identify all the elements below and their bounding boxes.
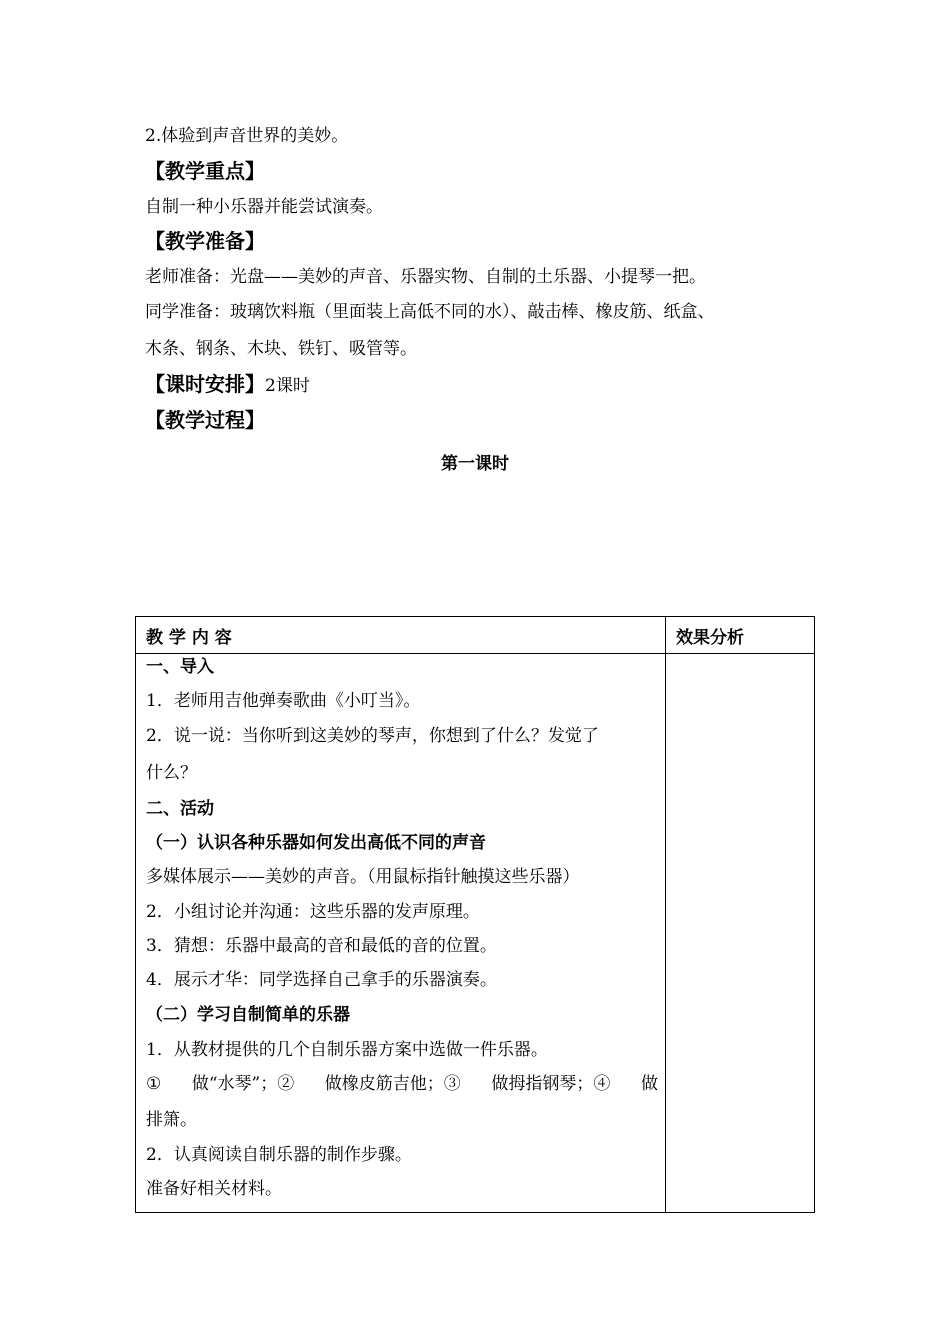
section-intro: 一、导入 — [146, 657, 214, 677]
schedule-value: 2课时 — [265, 376, 310, 396]
option-segment: 做拇指钢琴；④ — [491, 1074, 611, 1094]
student-preparation-text-cont: 木条、钢条、木块、铁钉、吸管等。 — [145, 339, 417, 359]
content-column-header: 教 学 内 容 — [146, 628, 232, 648]
analysis-column-header: 效果分析 — [676, 628, 744, 648]
teacher-preparation-text: 老师准备：光盘——美妙的声音、乐器实物、自制的土乐器、小提琴一把。 — [145, 267, 706, 287]
option-segment: 做“水琴”；② — [191, 1074, 295, 1094]
option-segment: 做 — [640, 1074, 658, 1094]
table-row-options — [146, 1076, 658, 1093]
table-row: 什么？ — [146, 763, 197, 783]
table-row: 准备好相关材料。 — [146, 1179, 282, 1199]
key-points-text: 自制一种小乐器并能尝试演奏。 — [145, 197, 383, 217]
preparation-heading: 【教学准备】 — [145, 229, 265, 253]
section-activity: 二、活动 — [146, 799, 214, 819]
schedule-label: 【课时安排】 — [145, 372, 265, 396]
student-preparation-text: 同学准备：玻璃饮料瓶（里面装上高低不同的水）、敲击棒、橡皮筋、纸盒、 — [145, 302, 715, 322]
subsection-2: （二）学习自制简单的乐器 — [146, 1005, 350, 1025]
lesson-table — [135, 616, 815, 1213]
table-row: 2．小组讨论并沟通：这些乐器的发声原理。 — [146, 902, 480, 922]
header-divider — [136, 653, 814, 654]
table-row: 1．从教材提供的几个自制乐器方案中选做一件乐器。 — [146, 1040, 548, 1060]
table-row: 2．说一说：当你听到这美妙的琴声，你想到了什么？发觉了 — [146, 726, 599, 746]
table-row: 多媒体展示——美妙的声音。（用鼠标指针触摸这些乐器） — [146, 867, 580, 887]
key-points-heading: 【教学重点】 — [145, 159, 265, 183]
table-row: 3．猜想：乐器中最高的音和最低的音的位置。 — [146, 936, 497, 956]
table-row: 排箫。 — [146, 1110, 197, 1130]
option-marker-1: ① — [146, 1074, 162, 1094]
table-row: 4．展示才华：同学选择自己拿手的乐器演奏。 — [146, 970, 497, 990]
subsection-1: （一）认识各种乐器如何发出高低不同的声音 — [146, 833, 486, 853]
table-row: 2．认真阅读自制乐器的制作步骤。 — [146, 1145, 412, 1165]
option-segment: 做橡皮筋吉他；③ — [324, 1074, 461, 1094]
table-row: 1．老师用吉他弹奏歌曲《小叮当》。 — [146, 691, 421, 711]
goal-2-text: 2.体验到声音世界的美妙。 — [145, 126, 349, 146]
process-heading: 【教学过程】 — [145, 408, 265, 432]
column-divider — [665, 617, 666, 1212]
schedule-heading — [145, 374, 310, 395]
lesson-title: 第一课时 — [441, 454, 509, 474]
